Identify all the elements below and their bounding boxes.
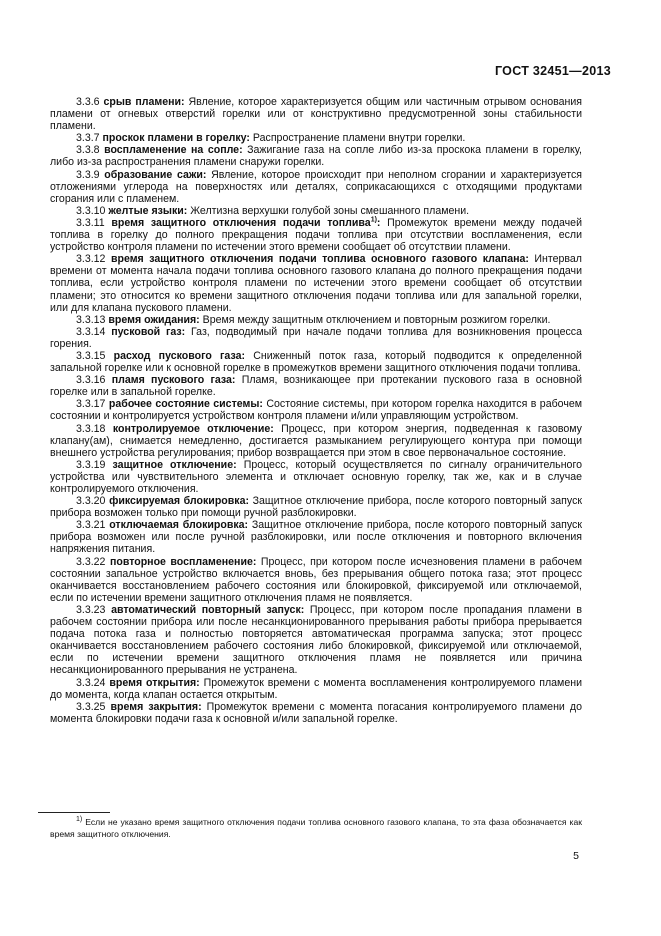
definition-3-3-16: 3.3.16 пламя пускового газа: Пламя, возникающее при протекании пускового газа в основной горелке или в запальной горелке. xyxy=(50,374,582,399)
definition-3-3-9: 3.3.9 образование сажи: Явление, которое происходит при неполном сгорании и характеризуется отложениями углерода на поверхностях или деталях, соприкасающихся с отходящими продуктами сгорания или с пламенем. xyxy=(50,168,582,205)
definition-3-3-19: 3.3.19 защитное отключение: Процесс, который осуществляется по сигналу ограничительного устройства или чувствительного элемента и отключает основную горелку, так же, как и в случае контролируемого отключения. xyxy=(50,458,582,495)
definition-3-3-15: 3.3.15 расход пускового газа: Сниженный поток газа, который подводится к определенной запальной горелке или к основной горелке в промежутков времени защитного отключения подачи топлива. xyxy=(50,349,582,375)
definition-3-3-21: 3.3.21 отключаемая блокировка: Защитное отключение прибора, после которого повторный запуск прибора возможен или после ручной разблокировки, или после отключения и повторного включения напряжения питания. xyxy=(50,519,582,556)
definition-3-3-23: 3.3.23 автоматический повторный запуск: Процесс, при котором после пропадания пламени в рабочем состоянии прибора или после несанкционированного прерывания работы прибора прерывается подача потока газа и полностью повторяется автоматическая программа запуска; этот процесс оканчивается восстановлением рабочего состояния либо блокировкой, фиксируемой или отключаемой, если по истечении времени защитного отключения пламя не появляется или причина несанкционированного прерывания не устранена. xyxy=(50,603,582,677)
definitions-list xyxy=(50,96,582,725)
definition-3-3-13: 3.3.13 время ожидания: Время между защитным отключением и повторным розжигом горелки. xyxy=(76,313,551,326)
definition-3-3-14: 3.3.14 пусковой газ: Газ, подводимый при начале подачи топлива для возникновения процесса горения. xyxy=(50,325,582,350)
footnote xyxy=(50,816,582,840)
definition-3-3-6: 3.3.6 срыв пламени: Явление, которое характеризуется общим или частичным отрывом основания пламени от огневых отверстий горелки или от конструктивно предусмотренной зоны стабильности пламени. xyxy=(50,96,582,133)
definition-3-3-12: 3.3.12 время защитного отключения подачи топлива основного газового клапана: Интервал времени от момента начала подачи топлива основного газового клапана до полного прекращения подачи топлива, если устройство контроля пламени по истечении этого времени сообщает об отсутствии пламени; это относится ко времени защитного отключения подачи топлива или для запальной горелки, или для клапана пускового пламени. xyxy=(50,253,582,314)
definition-3-3-25: 3.3.25 время закрытия: Промежуток времени с момента погасания контролируемого пламени до момента блокировки подачи газа к основной и/или запальной горелке. xyxy=(50,700,582,725)
footnote-divider xyxy=(38,812,110,813)
page-number: 5 xyxy=(573,850,579,862)
definition-3-3-18: 3.3.18 контролируемое отключение: Процесс, при котором энергия, подведенная к газовому клапану(ам), снимается немедленно, достигается размыканием регулирующего контура при помощи внешнего устройства регулирования; прибор возвращается при этом в свое первоначальное состояние. xyxy=(50,422,582,459)
definition-3-3-20: 3.3.20 фиксируемая блокировка: Защитное отключение прибора, после которого повторный запуск прибора возможен только при помощи ручной разблокировки. xyxy=(50,495,583,520)
definition-3-3-11: 3.3.11 время защитного отключения подачи топлива$^{1)}$: Промежуток времени между подачей топлива в горелку до полного прекращения подачи топлива при отсутствии воспламенения, если устройство контроля пламени по истечении этого времени сообщает об отсутствии пламени. xyxy=(50,216,582,254)
document-code-header: ГОСТ 32451—2013 xyxy=(494,64,611,78)
definition-3-3-22: 3.3.22 повторное воспламенение: Процесс, при котором после исчезновения пламени в рабочем состоянии запальное устройство включается вновь, без прерывания общего потока газа; этот процесс оканчивается восстановлением рабочего состояния или блокировкой, фиксируемой или отключаемой, если по истечении времени защитного отключения пламя не появляется. xyxy=(50,555,582,604)
footnote-mark: 1) xyxy=(76,816,83,824)
definition-3-3-8: 3.3.8 воспламенение на сопле: Зажигание газа на сопле либо из-за проскока пламени в горелку, либо из-за распространения пламени снаружи горелки. xyxy=(50,144,582,169)
definition-3-3-24: 3.3.24 время открытия: Промежуток времени с момента воспламенения контролируемого пламени до момента, когда клапан остается открытым. xyxy=(50,676,582,701)
definition-3-3-10: 3.3.10 желтые языки: Желтизна верхушки голубой зоны смешанного пламени. xyxy=(76,204,470,217)
footnote-reference: 1) xyxy=(370,216,377,224)
footnote-text: Если не указано время защитного отключения подачи топлива основного газового клапана, то эта фаза обозначается как время защитного отключения. xyxy=(50,817,583,839)
definition-3-3-17: 3.3.17 рабочее состояние системы: Состояние системы, при котором горелка находится в рабочем состоянии и контролируется устройством контроля пламени и/или управляющим устройством. xyxy=(50,398,583,423)
definition-3-3-7: 3.3.7 проскок пламени в горелку: Распространение пламени внутри горелки. xyxy=(76,132,466,145)
